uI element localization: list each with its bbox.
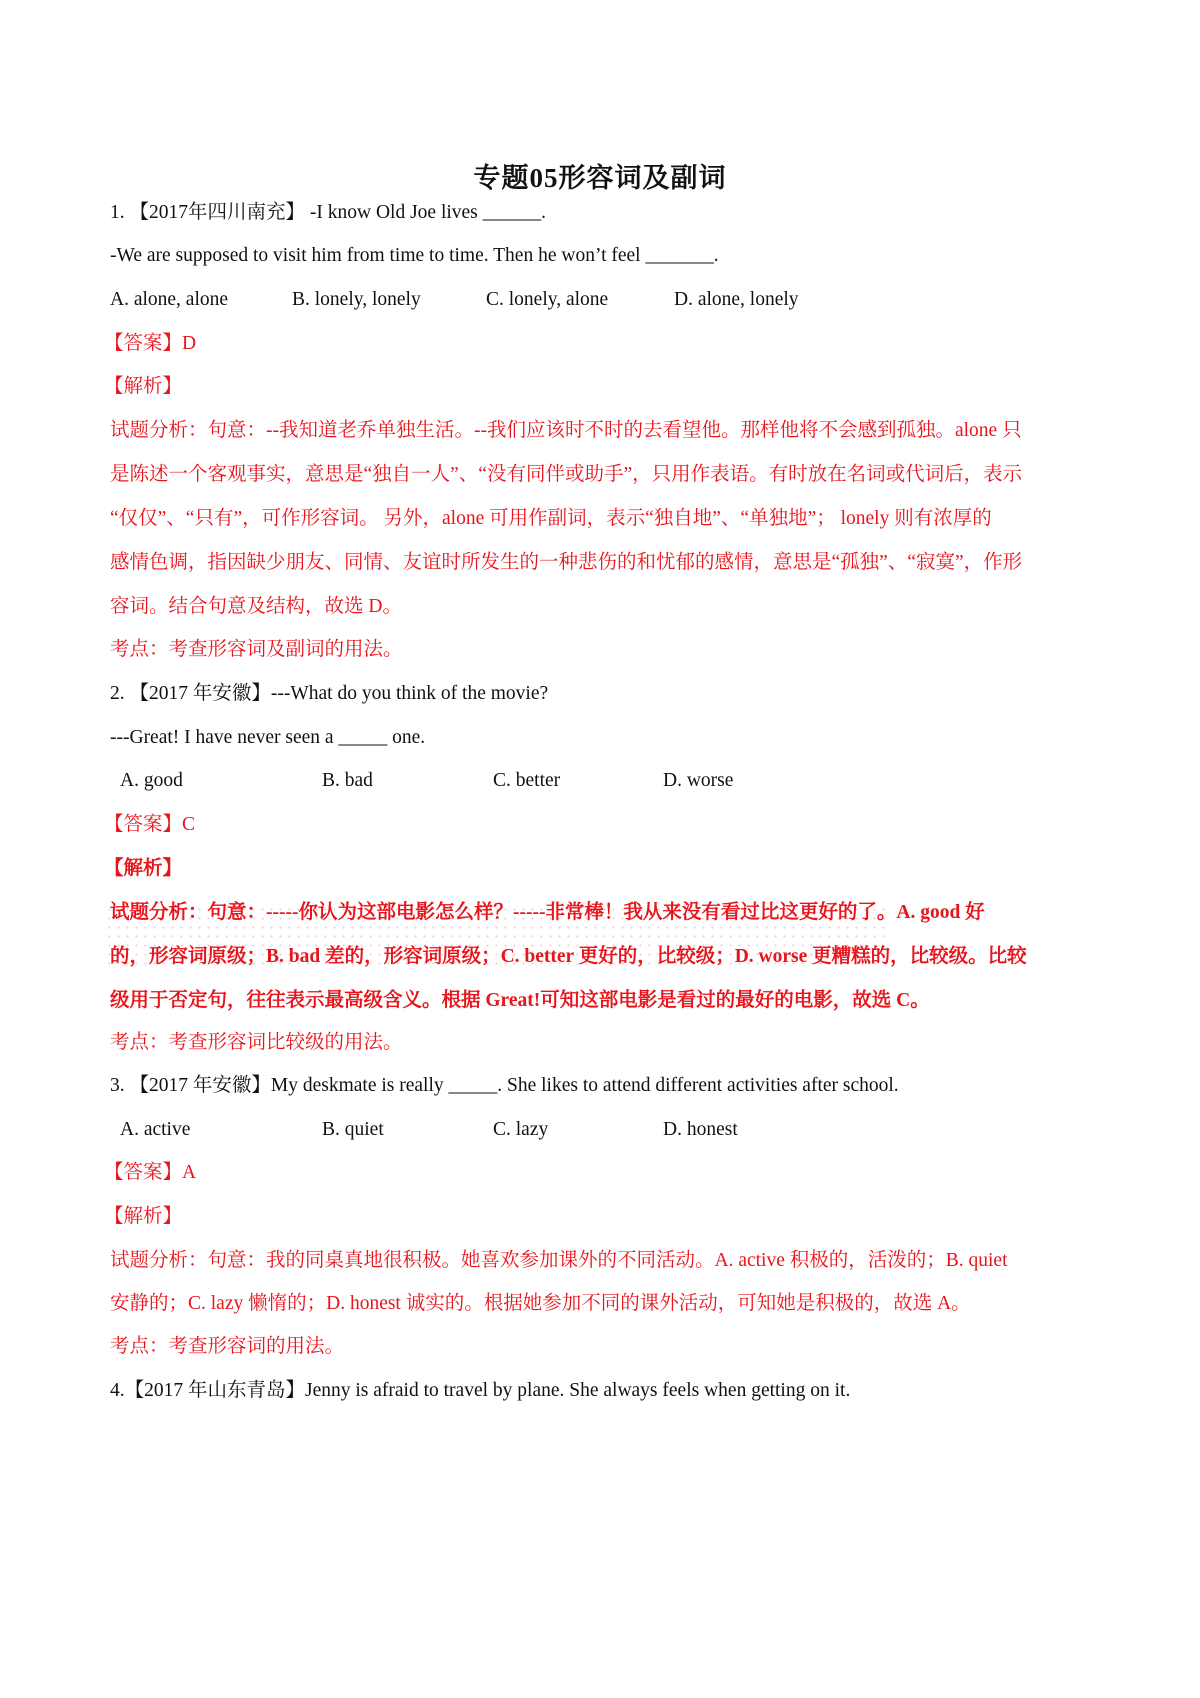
question-2-stem-line-2: ---Great! I have never seen a _____ one. [110, 727, 426, 748]
question-1-stem-line-2: -We are supposed to visit him from time to time. Then he won’t feel _______. [110, 245, 719, 266]
question-1-analysis-line-4: 感情色调，指因缺少朋友、同情、友谊时所发生的一种悲伤的和忧郁的感情，意思是“孤独”、“寂寞”，作形 [110, 552, 1023, 573]
question-3-analysis-line-1: 试题分析：句意：我的同桌真地很积极。她喜欢参加课外的不同活动。A. active 积极的，活泼的；B. quiet [110, 1250, 1008, 1271]
option-d: D. worse [663, 770, 734, 791]
question-2-analysis-line-1: 试题分析：句意：-----你认为这部电影怎么样？-----非常棒！我从来没有看过比这更好的了。A. good 好 [110, 902, 985, 923]
option-a: A. good [120, 770, 183, 791]
question-3-point: 考点：考查形容词的用法。 [110, 1336, 345, 1357]
option-c: C. better [493, 770, 561, 791]
question-1-point: 考点：考查形容词及副词的用法。 [110, 639, 403, 660]
question-1-analysis-line-5: 容词。结合句意及结构，故选 D。 [110, 596, 402, 617]
question-3-analysis-line-2: 安静的；C. lazy 懒惰的；D. honest 诚实的。根据她参加不同的课外活动，可知她是积极的，故选 A。 [110, 1293, 971, 1314]
question-1-stem-line-1: 1. 【2017年四川南充】 -I know Old Joe lives ______. [110, 202, 547, 223]
option-c: C. lonely, alone [486, 289, 609, 310]
question-3-answer: 【答案】A [104, 1162, 197, 1183]
question-2-answer: 【答案】C [104, 814, 196, 835]
question-2-analysis-line-2: 的，形容词原级；B. bad 差的，形容词原级；C. better 更好的，比较级；D. worse 更糟糕的，比较级。比较 [110, 946, 1027, 967]
question-1-analysis-label: 【解析】 [104, 376, 183, 397]
option-b: B. lonely, lonely [292, 289, 421, 310]
question-1-analysis-line-1: 试题分析：句意：--我知道老乔单独生活。--我们应该时不时的去看望他。那样他将不会感到孤独。alone 只 [110, 420, 1022, 441]
question-1-analysis-line-3: “仅仅”、“只有”，可作形容词。 另外，alone 可用作副词，表示“独自地”、“单独地”； lonely 则有浓厚的 [110, 508, 992, 529]
option-d: D. alone, lonely [674, 289, 799, 310]
option-b: B. bad [322, 770, 373, 791]
question-2-point: 考点：考查形容词比较级的用法。 [110, 1032, 403, 1053]
option-b: B. quiet [322, 1119, 384, 1140]
question-3-stem-line-1: 3. 【2017 年安徽】My deskmate is really _____. She likes to attend different activities after school. [110, 1075, 899, 1096]
question-1-analysis-line-2: 是陈述一个客观事实，意思是“独自一人”、“没有同伴或助手”，只用作表语。有时放在名词或代词后，表示 [110, 464, 1023, 485]
page-title: 专题05形容词及副词 [473, 163, 727, 193]
question-4-stem-line-1: 4.【2017 年山东青岛】Jenny is afraid to travel by plane. She always feels when getting on it. [110, 1380, 851, 1401]
question-2-analysis-label: 【解析】 [104, 858, 183, 879]
question-2-stem-line-1: 2. 【2017 年安徽】---What do you think of the movie? [110, 683, 549, 704]
question-1-answer: 【答案】D [104, 333, 197, 354]
option-a: A. active [120, 1119, 191, 1140]
question-2-analysis-line-3: 级用于否定句，往往表示最高级含义。根据 Great!可知这部电影是看过的最好的电影，故选 C。 [110, 990, 930, 1011]
question-3-analysis-label: 【解析】 [104, 1206, 183, 1227]
option-d: D. honest [663, 1119, 738, 1140]
option-c: C. lazy [493, 1119, 549, 1140]
option-a: A. alone, alone [110, 289, 229, 310]
